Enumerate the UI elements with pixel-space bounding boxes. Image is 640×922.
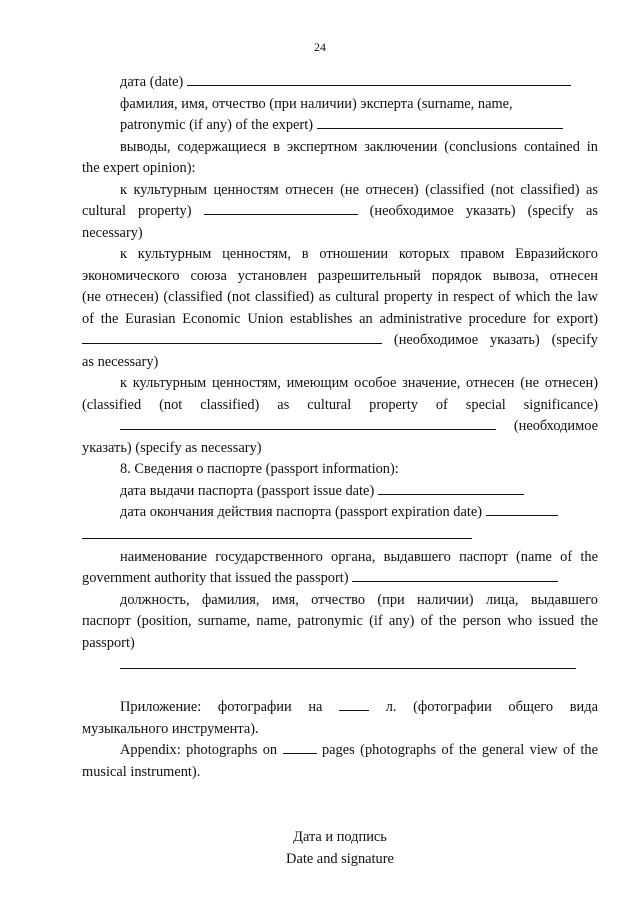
permit-line	[82, 330, 598, 352]
conclusions-label: выводы, содержащиеся в экспертном заключении (conclusions contained in	[120, 138, 598, 155]
appendix-ru-label-2: л. (фотографии общего вида	[385, 699, 598, 715]
passport-issue-line	[82, 481, 598, 503]
position-label-2: паспорт (position, surname, name, patronymic (if any) of the person who issued the	[82, 613, 598, 629]
special-label-2: (classified (not classified) as cultural property of special significance)	[82, 396, 598, 413]
date-signature-en: Date and signature	[286, 850, 394, 867]
permit-label-6: as necessary)	[82, 353, 159, 370]
passport-expiry-line	[82, 502, 598, 524]
appendix-ru-blank	[339, 698, 369, 711]
expert-name-blank	[317, 116, 563, 129]
date-blank	[187, 73, 571, 86]
date-signature-ru: Дата и подпись	[293, 829, 387, 845]
special-line	[82, 416, 598, 438]
authority-label-2: government authority that issued the passport)	[82, 570, 349, 586]
passport-expiry-blank	[486, 503, 558, 516]
appendix-ru-label-3: музыкального инструмента).	[82, 720, 259, 737]
permit-blank	[82, 331, 382, 344]
permit-label-1: к культурным ценностям, в отношении которых правом Евразийского	[120, 246, 598, 262]
appendix-en-label-3: musical instrument).	[82, 763, 201, 780]
special-specify: (необходимое	[513, 418, 598, 434]
cultural-label-2: cultural property)	[82, 203, 192, 219]
permit-label-4: of the Eurasian Economic Union establishes an administrative procedure for export)	[82, 310, 598, 327]
special-label-1: к культурным ценностям, имеющим особое значение, отнесен (не отнесен)	[120, 375, 598, 391]
passport-issue-blank	[378, 482, 524, 495]
passport-issue-label: дата выдачи паспорта (passport issue date)	[120, 482, 375, 499]
position-blank	[120, 654, 576, 669]
expert-name-label: фамилия, имя, отчество (при наличии) эксперта (surname, name,	[120, 95, 513, 112]
appendix-ru-label: Приложение: фотографии на	[120, 699, 323, 715]
cultural-label-3: necessary)	[82, 224, 143, 241]
appendix-en-label: Appendix: photographs on	[120, 742, 278, 758]
appendix-ru-line	[82, 697, 598, 719]
passport-expiry-label: дата окончания действия паспорта (passport expiration date)	[120, 504, 483, 520]
date-label: дата (date)	[120, 74, 184, 90]
expert-name-line	[82, 115, 598, 137]
permit-label-2: экономического союза установлен разрешительный порядок вывоза, отнесен	[82, 267, 598, 284]
position-label-1: должность, фамилия, имя, отчество (при наличии) лица, выдавшего	[120, 591, 598, 608]
special-label-4: указать) (specify as necessary)	[82, 439, 262, 456]
permit-label-3: (не отнесен) (classified (not classified) as cultural property in respect of which the law	[82, 289, 598, 305]
expert-name-label-2: patronymic (if any) of the expert)	[120, 117, 313, 133]
authority-blank	[352, 569, 558, 582]
document-body	[82, 72, 598, 870]
passport-extra-blank	[82, 524, 472, 539]
position-label-3: passport)	[82, 634, 135, 651]
cultural-specify: (необходимое указать) (specify as	[369, 203, 598, 219]
permit-specify: (необходимое указать) (specify	[393, 332, 598, 348]
date-line	[82, 72, 598, 94]
authority-line	[82, 568, 598, 590]
appendix-en-label-2: pages (photographs of the general view of the	[321, 742, 599, 758]
cultural-blank	[204, 202, 358, 215]
appendix-en-blank	[283, 741, 317, 754]
passport-heading: 8. Сведения о паспорте (passport information):	[120, 461, 399, 477]
cultural-line	[82, 201, 598, 223]
conclusions-label-2: the expert opinion):	[82, 160, 196, 176]
appendix-en-line	[82, 740, 598, 762]
special-blank	[120, 417, 496, 430]
authority-label-1: наименование государственного органа, выдавшего паспорт (name of the	[120, 548, 598, 565]
cultural-label: к культурным ценностям отнесен (не отнесен) (classified (not classified) as	[120, 181, 598, 198]
page-number: 24	[314, 40, 326, 54]
